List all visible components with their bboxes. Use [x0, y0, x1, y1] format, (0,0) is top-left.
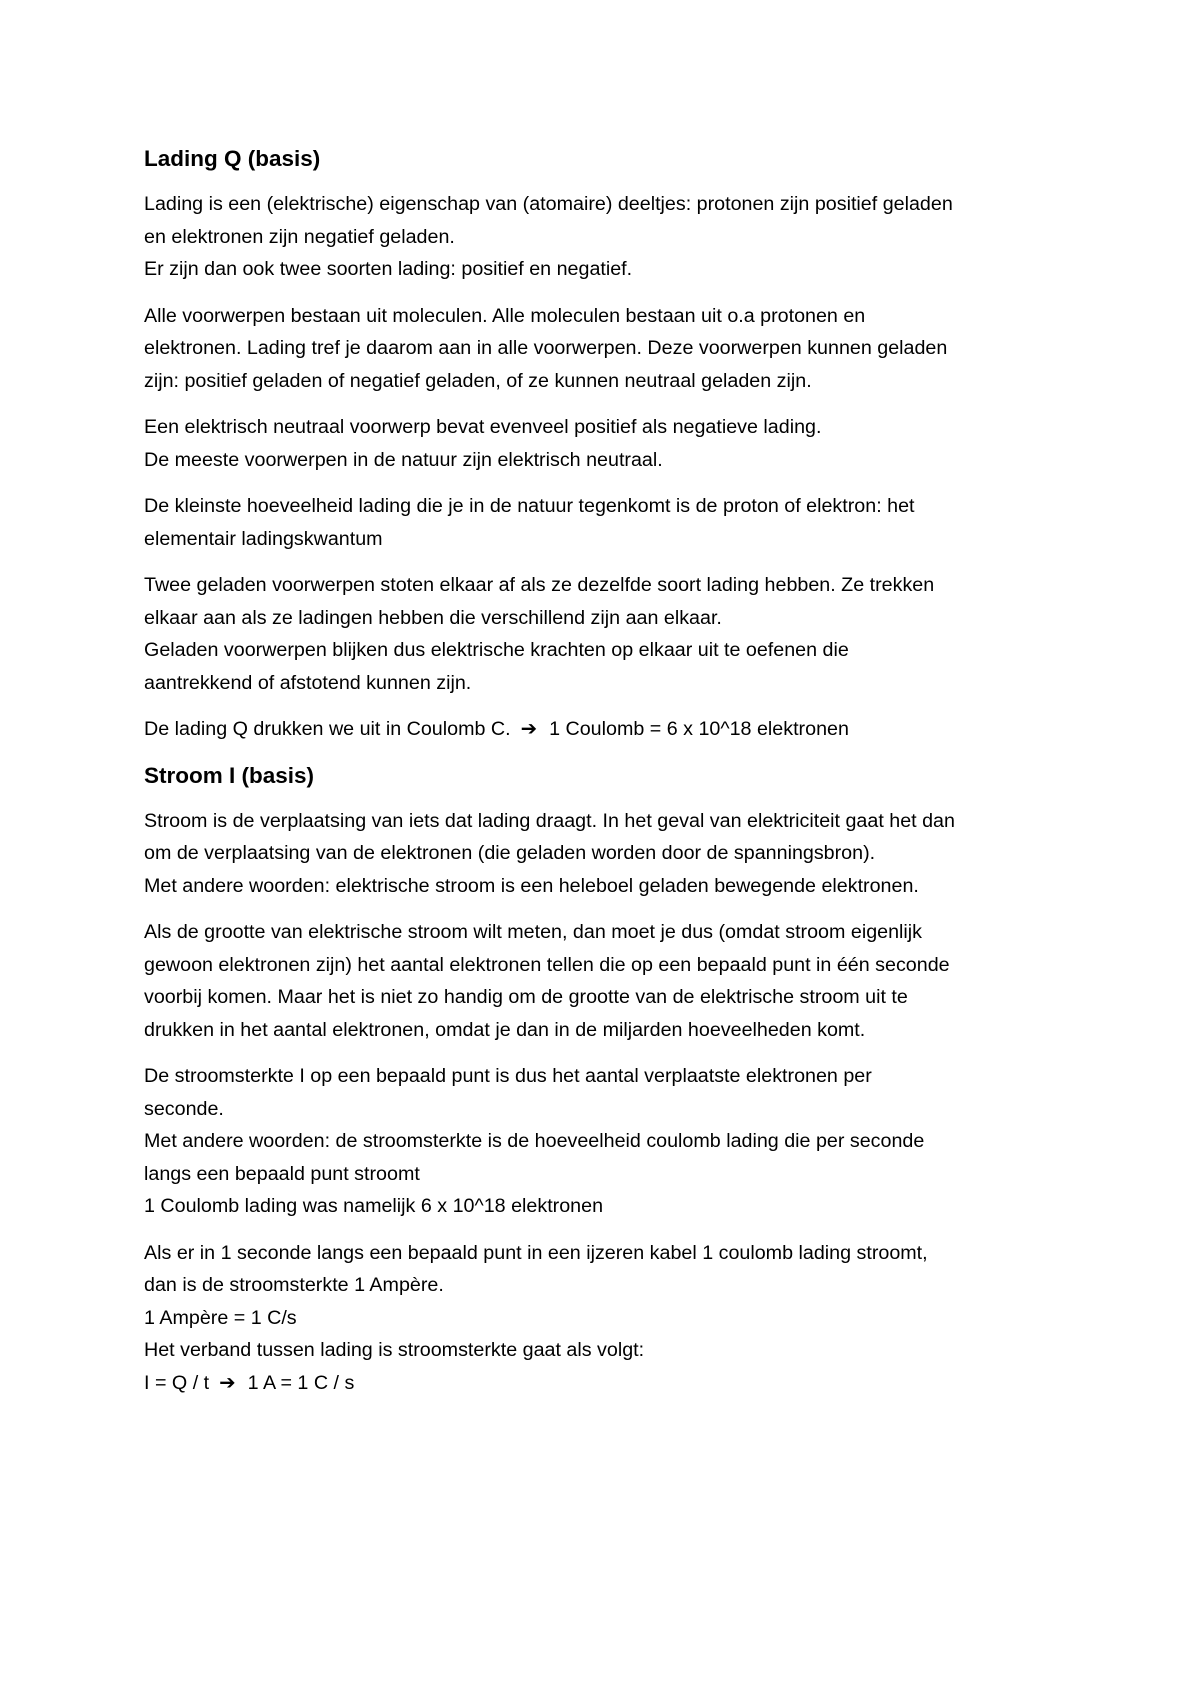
coulomb-statement: De lading Q drukken we uit in Coulomb C.: [144, 718, 511, 740]
paragraph: [144, 300, 1074, 398]
text-line: Twee geladen voorwerpen stoten elkaar af als ze dezelfde soort lading hebben. Ze trekken: [144, 574, 935, 596]
text-line: Met andere woorden: de stroomsterkte is de hoeveelheid coulomb lading die per seconde: [144, 1130, 925, 1152]
formula-current: I = Q / t: [144, 1371, 210, 1394]
text-line: Er zijn dan ook twee soorten lading: positief en negatief.: [144, 258, 633, 280]
text-line: drukken in het aantal elektronen, omdat je dan in de miljarden hoeveelheden komt.: [144, 1018, 866, 1041]
formula-line: [144, 1367, 1074, 1400]
paragraph: [144, 569, 1074, 699]
text-line: Met andere woorden: elektrische stroom is een heleboel geladen bewegende elektronen.: [144, 874, 919, 897]
text-line: gewoon elektronen zijn) het aantal elektronen tellen die op een bepaald punt in één seconde: [144, 953, 950, 976]
text-line: Stroom is de verplaatsing van iets dat lading draagt. In het geval van elektriciteit gaat het dan: [144, 809, 955, 832]
text-line: dan is de stroomsterkte 1 Ampère.: [144, 1274, 444, 1296]
text-line: De stroomsterkte I op een bepaald punt is dus het aantal verplaatste elektronen per: [144, 1065, 872, 1087]
text-line: voorbij komen. Maar het is niet zo handig om de grootte van de elektrische stroom uit te: [144, 986, 908, 1008]
text-line: aantrekkend of afstotend kunnen zijn.: [144, 671, 472, 694]
paragraph-coulomb: [144, 713, 1074, 746]
paragraph: [144, 916, 1074, 1046]
text-line: elektronen. Lading tref je daarom aan in alle voorwerpen. Deze voorwerpen kunnen geladen: [144, 337, 948, 359]
section-heading-stroom: Stroom I (basis): [144, 762, 315, 788]
text-line: zijn: positief geladen of negatief geladen, of ze kunnen neutraal geladen zijn.: [144, 369, 812, 392]
text-line: langs een bepaald punt stroomt: [144, 1162, 420, 1185]
text-line: elkaar aan als ze ladingen hebben die verschillend zijn aan elkaar.: [144, 606, 722, 629]
text-line: Het verband tussen lading is stroomsterkte gaat als volgt:: [144, 1339, 645, 1361]
text-line: en elektronen zijn negatief geladen.: [144, 225, 455, 248]
paragraph: [144, 188, 1074, 286]
text-line: 1 Ampère = 1 C/s: [144, 1306, 297, 1329]
text-line: De kleinste hoeveelheid lading die je in de natuur tegenkomt is de proton of elektron: het: [144, 495, 915, 517]
coulomb-definition: 1 Coulomb = 6 x 10^18 elektronen: [549, 718, 849, 740]
text-line: seconde.: [144, 1097, 224, 1120]
section-heading-lading: Lading Q (basis): [144, 146, 321, 171]
text-line: Een elektrisch neutraal voorwerp bevat evenveel positief als negatieve lading.: [144, 416, 822, 438]
paragraph: [144, 1237, 1074, 1400]
paragraph: [144, 411, 1074, 476]
right-arrow-icon: ➔: [520, 718, 538, 740]
text-line: Lading is een (elektrische) eigenschap van (atomaire) deeltjes: protonen zijn positief geladen: [144, 193, 953, 215]
text-line: Als de grootte van elektrische stroom wilt meten, dan moet je dus (omdat stroom eigenlijk: [144, 921, 923, 943]
text-line: om de verplaatsing van de elektronen (die geladen worden door de spanningsbron).: [144, 842, 876, 864]
formula-units: 1 A = 1 C / s: [247, 1371, 355, 1394]
paragraph: [144, 805, 1074, 903]
text-line: De meeste voorwerpen in de natuur zijn elektrisch neutraal.: [144, 448, 663, 471]
text-line: elementair ladingskwantum: [144, 527, 383, 550]
text-line: Als er in 1 seconde langs een bepaald punt in een ijzeren kabel 1 coulomb lading stroomt,: [144, 1241, 928, 1264]
paragraph: [144, 490, 1074, 555]
paragraph: [144, 1060, 1074, 1223]
document-page: [144, 143, 1074, 1413]
text-line: Geladen voorwerpen blijken dus elektrische krachten op elkaar uit te oefenen die: [144, 639, 849, 661]
right-arrow-icon: ➔: [219, 1371, 236, 1394]
text-line: Alle voorwerpen bestaan uit moleculen. Alle moleculen bestaan uit o.a protonen en: [144, 304, 866, 327]
text-line: 1 Coulomb lading was namelijk 6 x 10^18 elektronen: [144, 1195, 604, 1217]
